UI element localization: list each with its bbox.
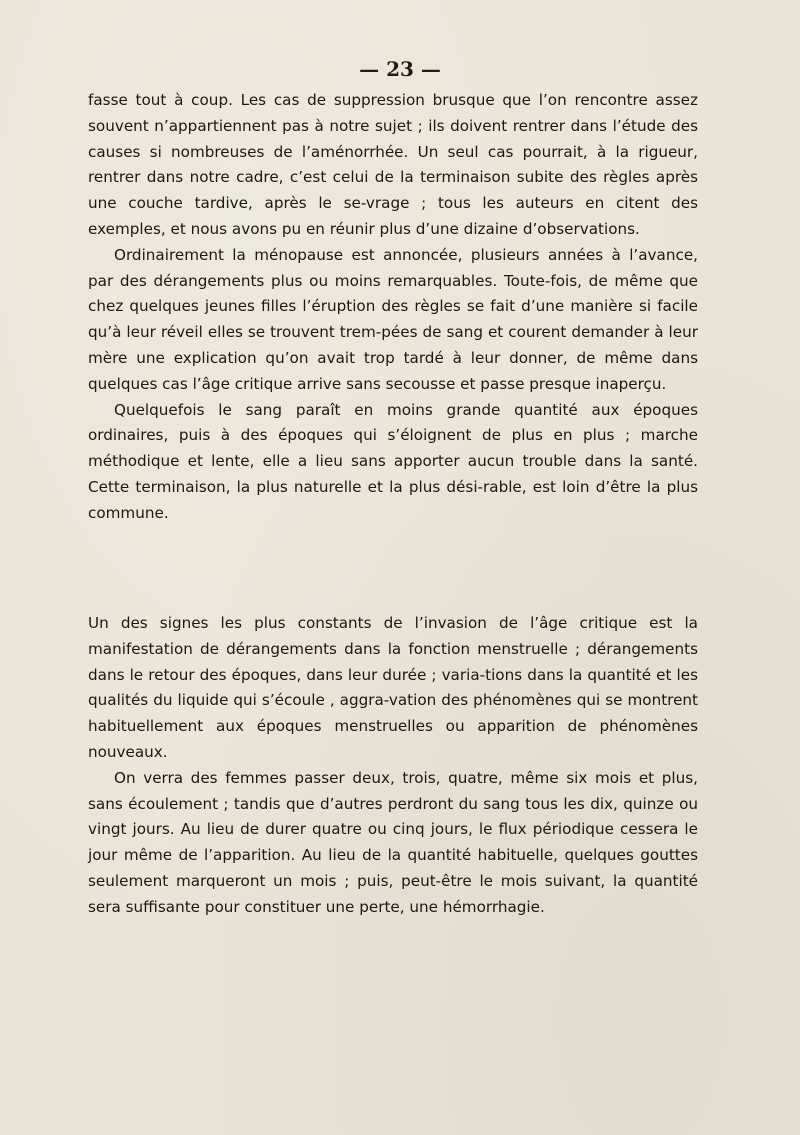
text-section-2: [88, 611, 698, 921]
paragraph-4: Un des signes les plus constants de l’invasion de l’âge critique est la manifestation de dérangements dans la fonction menstruelle ; dérangements dans le retour des époques, dans leur durée ; varia-tions dans la quantité et les qualités du liquide qui s’écoule , aggra-vation des phénomènes qui se montrent habituellement aux époques menstruelles ou apparition de phénomènes nouveaux.: [88, 614, 698, 761]
paragraph-5: On verra des femmes passer deux, trois, quatre, même six mois et plus, sans écoulement ; tandis que d’autres perdront du sang tous les dix, quinze ou vingt jours. Au lieu de durer quatre ou cinq jours, le flux périodique cessera le jour même de l’apparition. Au lieu de la quantité habituelle, quelques gouttes seulement marqueront un mois ; puis, peut-être le mois suivant, la quantité sera suffisante pour constituer une perte, une hémorrhagie.: [88, 768, 698, 916]
paragraph-1: fasse tout à coup. Les cas de suppression brusque que l’on rencontre assez souvent n’appartiennent pas à notre sujet ; ils doivent rentrer dans l’étude des causes si nombreuses de l’aménorrhée. Un seul cas pourrait, à la rigueur, rentrer dans notre cadre, c’est celui de la terminaison subite des règles après une couche tardive, après le se-vrage ; tous les auteurs en citent des exemples, et nous avons pu en réunir plus d’une dizaine d’observations.: [88, 91, 698, 238]
paragraph-2: Ordinairement la ménopause est annoncée, plusieurs années à l’avance, par des dérangements plus ou moins remarquables. Toute-fois, de même que chez quelques jeunes filles l’éruption des règles se fait d’une manière si facile qu’à leur réveil elles se trouvent trem-pées de sang et courent demander à leur mère une explication qu’on avait trop tardé à leur donner, de même dans quelques cas l’âge critique arrive sans secousse et passe presque inaperçu.: [88, 245, 698, 393]
text-section-1: [88, 88, 698, 527]
paragraph-3: Quelquefois le sang paraît en moins grande quantité aux époques ordinaires, puis à des époques qui s’éloignent de plus en plus ; marche méthodique et lente, elle a lieu sans apporter aucun trouble dans la santé. Cette terminaison, la plus naturelle et la plus dési-rable, est loin d’être la plus commune.: [88, 400, 698, 522]
page-number: — 23 —: [359, 57, 441, 81]
